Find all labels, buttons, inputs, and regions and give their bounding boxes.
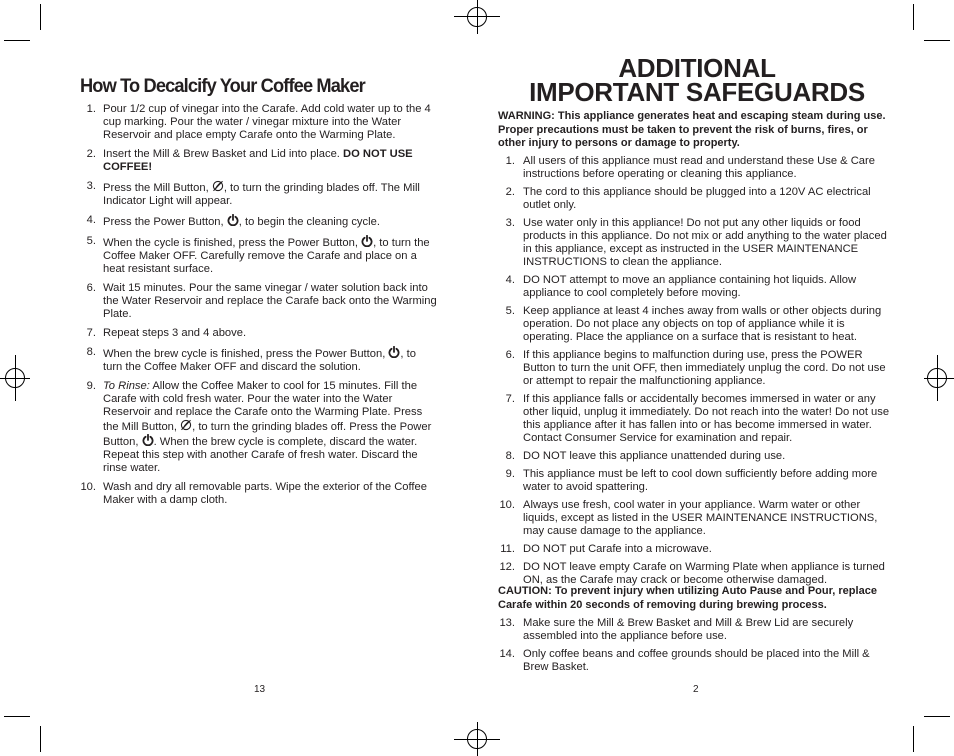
item-text: DO NOT put Carafe into a microwave.	[523, 543, 712, 555]
item-number: 8.	[86, 346, 96, 358]
list-item	[80, 327, 438, 340]
item-text: DO NOT leave this appliance unattended during use.	[523, 450, 786, 462]
item-text: When the brew cycle is finished, press the Power Button, , to turn the Coffee Maker OFF and discard the solution.	[103, 348, 416, 373]
item-text: Keep appliance at least 4 inches away from walls or other objects during operation. Do not place any objects on top of appliance while it is operating. Place the appliance on a surface that is resistant to heat.	[523, 305, 882, 343]
item-text: Wait 15 minutes. Pour the same vinegar / water solution back into the Water Reservoir and replace the Carafe back onto the Warming Plate.	[103, 282, 437, 320]
mill-button-icon	[212, 180, 224, 192]
list-item	[498, 305, 896, 344]
list-item	[80, 180, 438, 208]
list-item	[80, 235, 438, 276]
list-item	[80, 103, 438, 142]
item-number: 4.	[86, 214, 96, 226]
power-button-icon	[227, 214, 239, 226]
item-text: DO NOT attempt to move an appliance containing hot liquids. Allow appliance to cool completely before moving.	[523, 274, 857, 299]
decalcify-title: How To Decalcify Your Coffee Maker	[80, 76, 365, 97]
list-item	[498, 186, 896, 212]
item-text: To Rinse: Allow the Coffee Maker to cool for 15 minutes. Fill the Carafe with cold fresh water. Pour the water into the Water Reservoir and replace the Carafe onto the Warming Plate. Press the Mill Button, , to turn the grinding blades off. Press the Power Button, . When the brew cycle is complete, discard the water. Repeat this step with another Carafe of fresh water. Discard the rinse water.	[103, 380, 432, 474]
item-number: 6.	[505, 349, 515, 361]
item-number: 9.	[86, 380, 96, 392]
item-text: When the cycle is finished, press the Power Button, , to turn the Coffee Maker OFF. Carefully remove the Carafe and place on a heat resistant surface.	[103, 237, 430, 275]
list-item	[80, 282, 438, 321]
item-number: 5.	[505, 305, 515, 317]
list-item	[80, 214, 438, 229]
item-text: All users of this appliance must read and understand these Use & Care instructions before operating or cleaning this appliance.	[523, 155, 875, 180]
item-text: Make sure the Mill & Brew Basket and Mill & Brew Lid are securely assembled into the appliance before use.	[523, 617, 854, 642]
item-text: The cord to this appliance should be plugged into a 120V AC electrical outlet only.	[523, 186, 871, 211]
item-number: 1.	[505, 155, 515, 167]
list-item	[498, 648, 896, 674]
item-text: If this appliance falls or accidentally becomes immersed in water or any other liquid, unplug it immediately. Do not reach into the water! Do not use this appliance after it has fallen into or has become immersed in water. Contact Consumer Service for examination and repair.	[523, 393, 890, 444]
decalcify-steps	[80, 103, 438, 513]
item-text: Wash and dry all removable parts. Wipe the exterior of the Coffee Maker with a damp cloth.	[103, 481, 427, 506]
safeguards-title-line1: ADDITIONAL	[618, 53, 776, 83]
caution-notice: CAUTION: To prevent injury when utilizing Auto Pause and Pour, replace Carafe within 20 seconds of removing during brewing process.	[498, 585, 877, 611]
list-item	[498, 468, 896, 494]
item-text: Always use fresh, cool water in your appliance. Warm water or other liquids, except as listed in the USER MAINTENANCE INSTRUCTIONS, may cause damage to the appliance.	[523, 499, 878, 537]
item-number: 8.	[505, 450, 515, 462]
page-number-right: 2	[693, 684, 699, 695]
item-number: 7.	[86, 327, 96, 339]
list-item	[80, 148, 438, 174]
list-item	[80, 481, 438, 507]
list-item	[498, 499, 896, 538]
item-number: 13.	[499, 617, 515, 629]
item-number: 12.	[499, 561, 515, 573]
list-item	[498, 543, 896, 556]
list-item	[498, 349, 896, 388]
item-number: 9.	[505, 468, 515, 480]
list-item	[498, 274, 896, 300]
item-number: 1.	[86, 103, 96, 115]
item-text: If this appliance begins to malfunction during use, press the POWER Button to turn the unit OFF, then immediately unplug the cord. Do not use or attempt to repair the malfunctioning appliance.	[523, 349, 886, 387]
page-number-left: 13	[254, 684, 266, 695]
mill-button-icon	[180, 419, 192, 431]
item-number: 11.	[500, 543, 515, 555]
safeguards-title	[498, 53, 896, 107]
item-text: Only coffee beans and coffee grounds should be placed into the Mill & Brew Basket.	[523, 648, 870, 673]
list-item	[498, 217, 896, 269]
item-number: 14.	[499, 648, 515, 660]
item-number: 3.	[86, 180, 96, 192]
item-number: 10.	[80, 481, 96, 493]
safeguards-title-line2: IMPORTANT SAFEGUARDS	[529, 77, 865, 107]
power-button-icon	[361, 235, 373, 247]
list-item	[498, 155, 896, 181]
item-number: 5.	[86, 235, 96, 247]
item-number: 3.	[505, 217, 515, 229]
item-text: Repeat steps 3 and 4 above.	[103, 327, 247, 339]
list-item	[498, 450, 896, 463]
power-button-icon	[142, 434, 154, 446]
item-number: 7.	[505, 393, 515, 405]
list-item	[498, 617, 896, 643]
item-text: This appliance must be left to cool down sufficiently before adding more water to avoid spattering.	[523, 468, 878, 493]
power-button-icon	[388, 346, 400, 358]
item-text: Press the Mill Button, , to turn the grinding blades off. The Mill Indicator Light will appear.	[103, 182, 420, 207]
item-text: Press the Power Button, , to begin the cleaning cycle.	[103, 216, 380, 228]
list-item	[498, 393, 896, 445]
safeguards-list	[498, 155, 896, 592]
item-number: 2.	[505, 186, 515, 198]
item-text: Pour 1/2 cup of vinegar into the Carafe. Add cold water up to the 4 cup marking. Pour the water / vinegar mixture into the Water Reservoir and place empty Carafe onto the Warming Plate.	[103, 103, 431, 141]
item-text: Use water only in this appliance! Do not put any other liquids or food products in this appliance. Do not mix or add anything to the water placed in this appliance, except as instructed in the USER MAINTENANCE INSTRUCTIONS to clean the appliance.	[523, 217, 887, 268]
item-number: 6.	[86, 282, 96, 294]
item-number: 4.	[505, 274, 515, 286]
item-text: Insert the Mill & Brew Basket and Lid into place. DO NOT USE COFFEE!	[103, 148, 413, 173]
warning-notice: WARNING: This appliance generates heat and escaping steam during use. Proper precautions must be taken to prevent the risk of burns, fires, or other injury to persons or damage to property.	[498, 110, 886, 149]
item-number: 2.	[86, 148, 96, 160]
list-item	[498, 561, 896, 587]
list-item	[80, 380, 438, 475]
item-number: 10.	[499, 499, 515, 511]
safeguards-list-continued	[498, 617, 896, 679]
list-item	[80, 346, 438, 374]
item-text: DO NOT leave empty Carafe on Warming Plate when appliance is turned ON, as the Carafe may crack or become otherwise damaged.	[523, 561, 885, 586]
